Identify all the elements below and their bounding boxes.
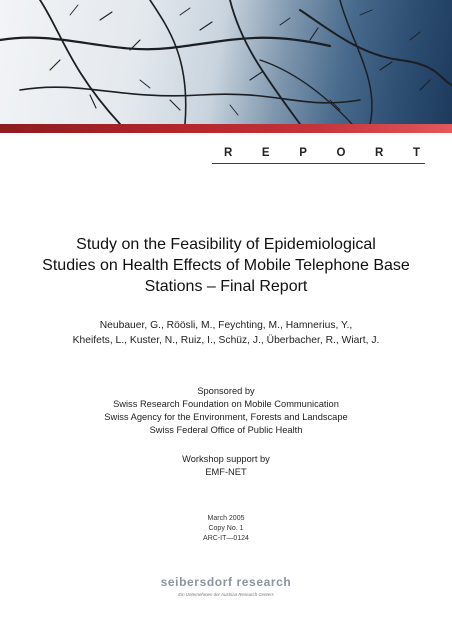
seibersdorf-logo xyxy=(130,575,322,597)
title-line: Study on the Feasibility of Epidemiological xyxy=(76,236,376,253)
title-line: Studies on Health Effects of Mobile Telephone Base xyxy=(42,257,410,274)
report-letter: O xyxy=(336,147,346,159)
logo-tagline: Ein Unternehmen der Austrian Research Centers xyxy=(178,592,274,597)
document-title xyxy=(20,234,432,297)
sponsor-line: Swiss Federal Office of Public Health xyxy=(149,425,303,435)
cover-header-image xyxy=(0,0,452,124)
workshop-name: EMF-NET xyxy=(205,467,247,477)
document-date: March 2005 xyxy=(207,515,245,522)
red-accent-band xyxy=(0,124,452,133)
report-label xyxy=(224,146,420,160)
document-meta xyxy=(100,514,352,544)
author-line: Kheifets, L., Kuster, N., Ruiz, I., Schüz, J., Überbacher, R., Wiart, J. xyxy=(72,335,380,346)
author-list xyxy=(10,318,442,348)
workshop-heading: Workshop support by xyxy=(182,454,270,464)
report-letter: E xyxy=(261,147,270,159)
sponsor-line: Swiss Agency for the Environment, Forests and Landscape xyxy=(104,412,348,422)
logo-name: seibersdorf research xyxy=(160,575,292,589)
workshop-block xyxy=(20,453,432,479)
report-letter: R xyxy=(224,147,233,159)
title-line: Stations – Final Report xyxy=(144,278,308,295)
sponsor-line: Swiss Research Foundation on Mobile Communication xyxy=(113,399,339,409)
thorn-branches-illustration xyxy=(0,0,452,124)
document-reference: ARC-IT—0124 xyxy=(203,535,249,542)
copy-number: Copy No. 1 xyxy=(208,525,244,532)
sponsor-heading: Sponsored by xyxy=(197,386,255,396)
sponsor-block xyxy=(20,385,432,437)
author-line: Neubauer, G., Röösli, M., Feychting, M., Hamnerius, Y., xyxy=(99,320,353,331)
report-letter: P xyxy=(299,147,307,159)
report-letter: T xyxy=(412,147,420,159)
report-underline xyxy=(212,163,425,164)
report-letter: R xyxy=(375,147,384,159)
